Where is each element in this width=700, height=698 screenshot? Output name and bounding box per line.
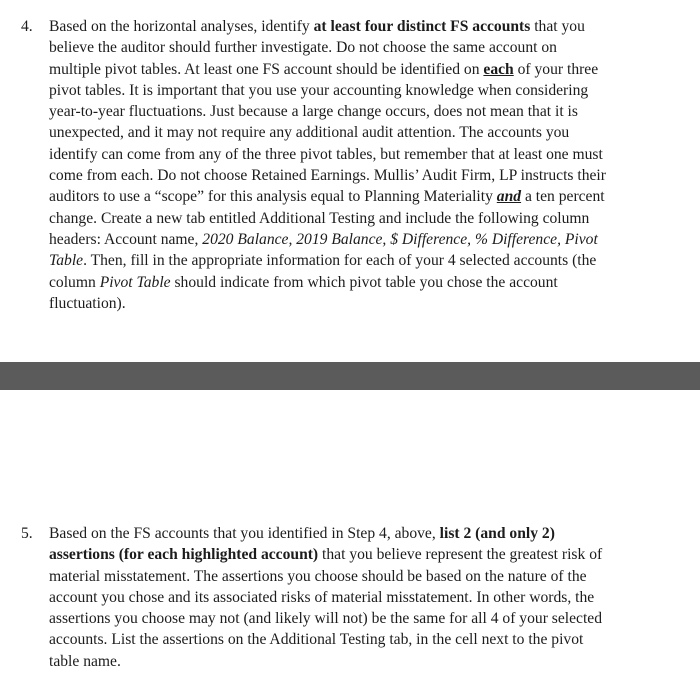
text-segment: Pivot Table [99, 273, 171, 291]
text-segment: headers: Account name, [49, 230, 203, 248]
text-line [21, 629, 689, 650]
item-text [21, 16, 689, 314]
text-segment: unexpected, and it may not require any additional audit attention. The accounts you [49, 124, 570, 142]
text-line [21, 165, 689, 186]
text-segment: list 2 (and only 2) [439, 525, 555, 542]
text-segment: year-to-year fluctuations. Just because a large change occurs, does not mean that it is [49, 103, 578, 121]
text-segment: should indicate from which pivot table you chose the account [170, 273, 558, 291]
text-segment: believe the auditor should further investigate. Do not choose the same account on [49, 39, 557, 57]
text-line [21, 293, 689, 314]
text-segment: change. Create a new tab entitled Additional Testing and include the following column [49, 209, 590, 227]
text-segment: Table [49, 252, 84, 270]
text-segment: Based on the FS accounts that you identified in Step 4, above, [49, 525, 440, 542]
text-line [21, 544, 689, 565]
text-segment: that you believe represent the greatest risk of [318, 546, 603, 564]
text-segment: table name. [49, 652, 121, 670]
text-segment: assertions (for each highlighted account) [49, 546, 319, 564]
text-segment: Based on the horizontal analyses, identify [49, 18, 314, 35]
text-line [21, 122, 689, 143]
text-segment: material misstatement. The assertions you choose should be based on the nature of the [49, 567, 587, 585]
text-line [21, 144, 689, 165]
text-line [21, 80, 689, 101]
text-line [21, 186, 689, 207]
text-segment: auditors to use a “scope” for this analysis equal to Planning Materiality [49, 188, 497, 206]
text-segment: column [49, 273, 100, 291]
text-line [21, 229, 689, 250]
text-line [21, 523, 689, 544]
text-line [21, 16, 689, 37]
instruction-item-5 [21, 523, 689, 672]
item-number: 5. [21, 525, 33, 542]
text-line [21, 587, 689, 608]
text-line [21, 250, 689, 271]
text-segment: 2020 Balance, 2019 Balance, $ Difference, % Difference, Pivot [202, 230, 598, 248]
instruction-item-4 [21, 16, 689, 314]
section-divider-bar [0, 362, 700, 390]
item-number: 4. [21, 18, 33, 35]
text-segment: pivot tables. It is important that you use your accounting knowledge when considering [49, 81, 589, 99]
text-segment: that you [530, 18, 585, 35]
text-segment: identify can come from any of the three pivot tables, but remember that at least one must [49, 145, 603, 163]
text-segment: a ten percent [521, 188, 605, 206]
text-segment: accounts. List the assertions on the Additional Testing tab, in the cell next to the pivot [49, 631, 584, 649]
text-segment: at least four distinct FS accounts [313, 18, 531, 35]
text-segment: . Then, fill in the appropriate information for each of your 4 selected accounts (the [83, 252, 597, 270]
text-line [21, 651, 689, 672]
text-segment: assertions you choose may not (and likely will not) be the same for all 4 of your selected [49, 610, 602, 628]
text-segment: and [496, 188, 522, 206]
text-line [21, 608, 689, 629]
text-segment: each [483, 60, 514, 78]
text-line [21, 37, 689, 58]
item-text [21, 523, 689, 672]
text-line [21, 59, 689, 80]
text-segment: multiple pivot tables. At least one FS account should be identified on [49, 60, 484, 78]
text-line [21, 101, 689, 122]
text-segment: come from each. Do not choose Retained Earnings. Mullis’ Audit Firm, LP instructs their [49, 167, 606, 185]
text-segment: account you chose and its associated risks of material misstatement. In other words, the [49, 588, 595, 606]
text-segment: fluctuation). [49, 294, 126, 312]
text-segment: of your three [513, 60, 599, 78]
text-line [21, 566, 689, 587]
text-line [21, 272, 689, 293]
text-line [21, 208, 689, 229]
